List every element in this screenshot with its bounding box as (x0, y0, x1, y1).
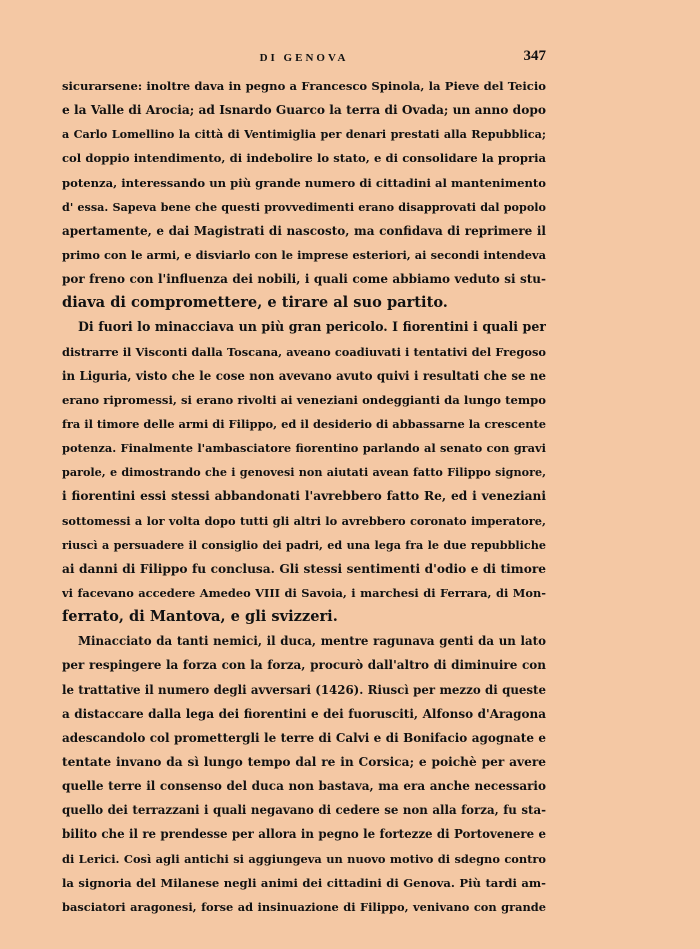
text-line: tentate invano da sì lungo tempo dal re in Corsica; e poichè per avere (62, 754, 546, 769)
body-text (62, 74, 546, 919)
text-line: in Liguria, visto che le cose non avevano avuto quivi i resultati che se ne (62, 368, 546, 383)
text-line: parole, e dimostrando che i genovesi non aiutati avean fatto Filippo signore, (62, 465, 546, 480)
text-line: basciatori aragonesi, forse ad insinuazione di Filippo, venivano con grande (62, 899, 546, 914)
text-line: a distaccare dalla lega dei fiorentini e dei fuorusciti, Alfonso d'Aragona (62, 706, 546, 721)
running-head: DI GENOVA (259, 52, 349, 64)
text-line: apertamente, e dai Magistrati di nascosto, ma confidava di reprimere il (62, 223, 546, 238)
text-line: fra il timore delle armi di Filippo, ed il desiderio di abbassarne la crescente (62, 416, 546, 431)
text-line: Di fuori lo minacciava un più gran pericolo. I fiorentini i quali per (78, 319, 546, 335)
text-line: ferrato, di Mantova, e gli svizzeri. (62, 608, 338, 626)
text-line: erano ripromessi, si erano rivolti ai veneziani ondeggianti da lungo tempo (62, 392, 546, 407)
text-line: a Carlo Lomellino la città di Ventimiglia per denari prestati alla Repubblica; (62, 127, 546, 142)
page-number: 347 (523, 48, 546, 64)
text-line: la signoria del Milanese negli animi dei cittadini di Genova. Più tardi am- (62, 875, 546, 890)
text-line: d' essa. Sapeva bene che questi provvedimenti erano disapprovati dal popolo (62, 199, 546, 214)
text-line: di Lerici. Così agli antichi si aggiungeva un nuovo motivo di sdegno contro (62, 851, 546, 866)
text-line: quello dei terrazzani i quali negavano di cedere se non alla forza, fu sta- (62, 803, 546, 818)
text-line: quelle terre il consenso del duca non bastava, ma era anche necessario (62, 779, 546, 794)
text-line: potenza, interessando un più grande numero di cittadini al mantenimento (62, 175, 546, 190)
text-line: le trattative il numero degli avversari (1426). Riuscì per mezzo di queste (62, 682, 546, 697)
page-header (62, 50, 546, 70)
text-line: potenza. Finalmente l'ambasciatore fiorentino parlando al senato con gravi (62, 441, 546, 456)
text-line: ai danni di Filippo fu conclusa. Gli stessi sentimenti d'odio e di timore (62, 561, 546, 576)
text-line: vi facevano accedere Amedeo VIII di Savoia, i marchesi di Ferrara, di Mon- (62, 585, 546, 600)
text-line: por freno con l'influenza dei nobili, i quali come abbiamo veduto si stu- (62, 272, 546, 287)
text-line: sottomessi a lor volta dopo tutti gli altri lo avrebbero coronato imperatore, (62, 513, 546, 528)
text-line: col doppio intendimento, di indebolire lo stato, e di consolidare la propria (62, 151, 546, 166)
text-line: i fiorentini essi stessi abbandonati l'avrebbero fatto Re, ed i veneziani (62, 489, 546, 504)
text-line: diava di compromettere, e tirare al suo partito. (62, 294, 448, 312)
text-line: sicurarsene: inoltre dava in pegno a Francesco Spinola, la Pieve del Teicio (62, 79, 546, 93)
paragraph (62, 74, 546, 315)
text-line: per respingere la forza con la forza, procurò dall'altro di diminuire con (62, 658, 546, 673)
paragraph (62, 629, 546, 919)
paragraph (62, 315, 546, 629)
text-line: adescandolo col promettergli le terre di Calvi e di Bonifacio agognate e (62, 730, 546, 745)
text-line: e la Valle di Arocia; ad Isnardo Guarco la terra di Ovada; un anno dopo (62, 103, 546, 118)
text-line: riuscì a persuadere il consiglio dei padri, ed una lega fra le due repubbliche (62, 537, 546, 552)
text-line: Minacciato da tanti nemici, il duca, mentre ragunava genti da un lato (78, 634, 546, 649)
text-line: distrarre il Visconti dalla Toscana, aveano coadiuvati i tentativi del Fregoso (62, 344, 546, 359)
text-line: primo con le armi, e disviarlo con le imprese esteriori, ai secondi intendeva (62, 247, 546, 262)
text-line: bilito che il re prendesse per allora in pegno le fortezze di Portovenere e (62, 827, 546, 842)
